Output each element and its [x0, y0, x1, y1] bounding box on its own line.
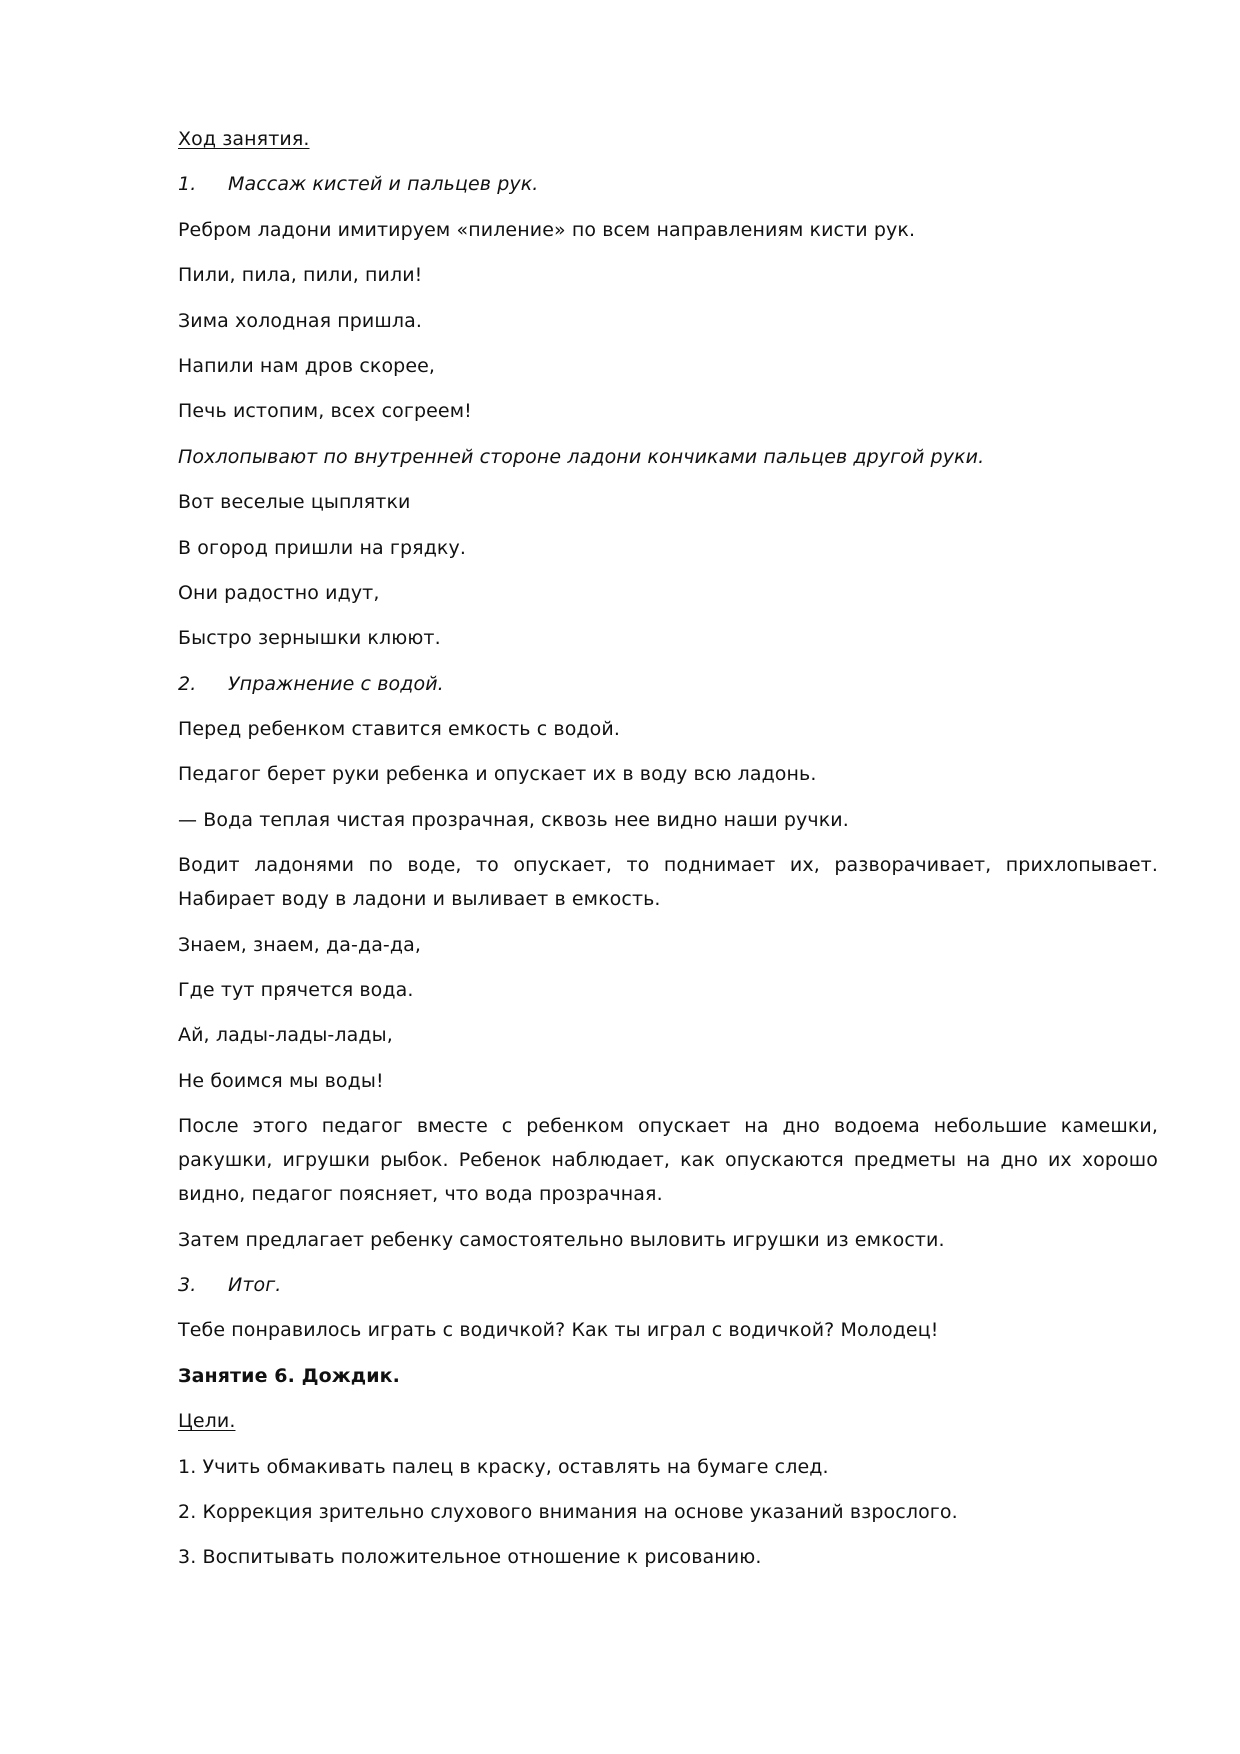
lesson-6-title: Занятие 6. Дождик.: [178, 1364, 400, 1387]
poem-line: Зима холодная пришла.: [178, 309, 422, 332]
goals-heading: Цели.: [178, 1410, 236, 1433]
goal-item: 1. Учить обмакивать палец в краску, оставлять на бумаге след.: [178, 1455, 829, 1478]
section-3-heading: [178, 1268, 1158, 1302]
paragraph-hands: Водит ладонями по воде, то опускает, то поднимает их, разворачивает, прихлопывает. Набирает воду в ладони и выливает в емкость.: [178, 854, 1158, 911]
poem-line: В огород пришли на грядку.: [178, 536, 466, 559]
poem-line: Ай, лады-лады-лады,: [178, 1024, 393, 1047]
section-1-number: 1.: [178, 173, 197, 196]
poem-line: Пили, пила, пили, пили!: [178, 264, 423, 287]
text-line: Тебе понравилось играть с водичкой? Как ты играл с водичкой? Молодец!: [178, 1319, 939, 1342]
text-line: Ребром ладони имитируем «пиление» по всем направлениям кисти рук.: [178, 218, 916, 241]
goal-item: 2. Коррекция зрительно слухового внимания на основе указаний взрослого.: [178, 1500, 958, 1523]
text-line: Перед ребенком ставится емкость с водой.: [178, 718, 620, 741]
paragraph-stones: После этого педагог вместе с ребенком опускает на дно водоема небольшие камешки, ракушки, игрушки рыбок. Ребенок наблюдает, как опускаются предметы на дно их хорошо видно, педагог поясняет, что вода прозрачная.: [178, 1115, 1158, 1206]
poem-line: Вот веселые цыплятки: [178, 491, 411, 514]
section-3-number: 3.: [178, 1273, 197, 1296]
section-3-title: Итог.: [228, 1273, 282, 1296]
goal-item: 3. Воспитывать положительное отношение к рисованию.: [178, 1546, 762, 1569]
poem-line: Быстро зернышки клюют.: [178, 627, 441, 650]
instruction-line: Похлопывают по внутренней стороне ладони кончиками пальцев другой руки.: [178, 445, 985, 468]
section-2-number: 2.: [178, 672, 197, 695]
section-2-heading: [178, 667, 1158, 701]
course-heading: Ход занятия.: [178, 128, 310, 150]
poem-line: Знаем, знаем, да-да-да,: [178, 933, 422, 956]
dialogue-line: — Вода теплая чистая прозрачная, сквозь нее видно наши ручки.: [178, 808, 849, 831]
poem-line: Не боимся мы воды!: [178, 1069, 384, 1092]
poem-line: Где тут прячется вода.: [178, 979, 414, 1002]
poem-line: Напили нам дров скорее,: [178, 354, 436, 377]
document-page: [178, 122, 1158, 1586]
poem-line: Печь истопим, всех согреем!: [178, 400, 472, 423]
section-1-heading: [178, 167, 1158, 201]
text-line: Затем предлагает ребенку самостоятельно выловить игрушки из емкости.: [178, 1228, 945, 1251]
section-2-title: Упражнение с водой.: [228, 672, 444, 695]
poem-line: Они радостно идут,: [178, 581, 380, 604]
section-1-title: Массаж кистей и пальцев рук.: [228, 173, 539, 196]
text-line: Педагог берет руки ребенка и опускает их в воду всю ладонь.: [178, 763, 817, 786]
